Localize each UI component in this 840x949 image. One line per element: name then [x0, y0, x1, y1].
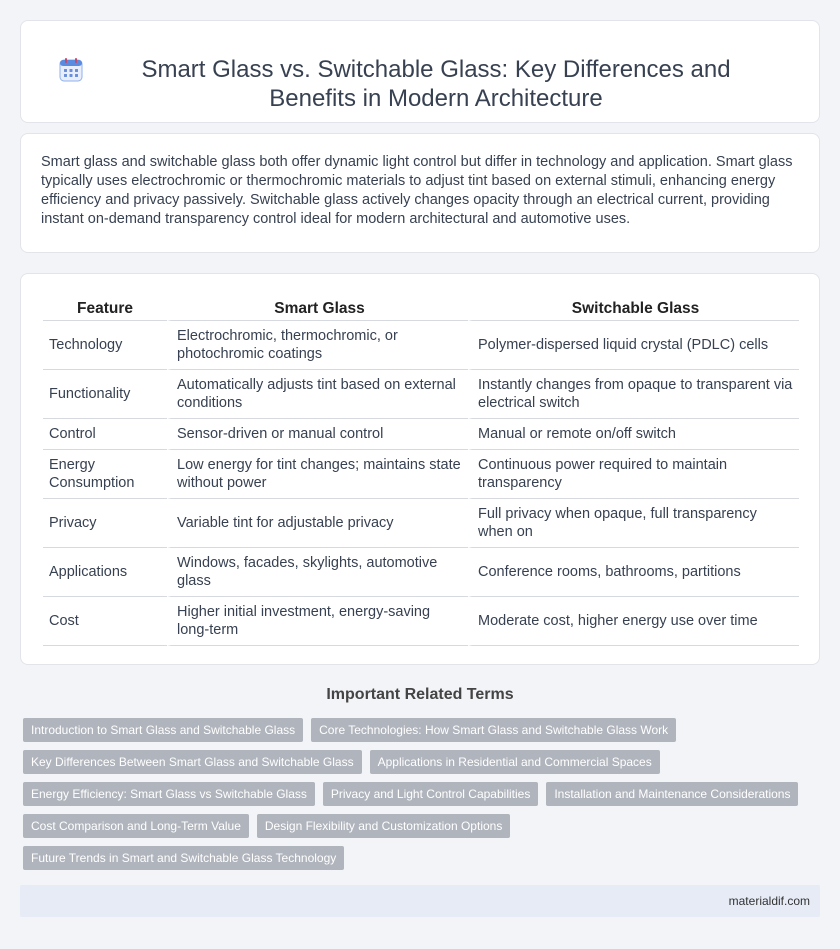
table-cell: Control [43, 419, 167, 450]
table-cell: Higher initial investment, energy-saving long-term [167, 597, 468, 646]
related-term-tag[interactable]: Introduction to Smart Glass and Switchable Glass [23, 718, 303, 742]
table-cell: Continuous power required to maintain transparency [468, 450, 799, 499]
tag-row [23, 782, 823, 806]
table-header-row [43, 295, 799, 321]
table-row [43, 499, 799, 548]
footer-site[interactable]: materialdif.com [728, 894, 810, 908]
table-cell: Electrochromic, thermochromic, or photochromic coatings [167, 321, 468, 370]
table-cell: Instantly changes from opaque to transparent via electrical switch [468, 370, 799, 419]
table-header-switchable-glass: Switchable Glass [468, 295, 799, 321]
table-row [43, 548, 799, 597]
related-term-tag[interactable]: Applications in Residential and Commercial Spaces [370, 750, 660, 774]
related-term-tag[interactable]: Key Differences Between Smart Glass and Switchable Glass [23, 750, 362, 774]
table-cell: Functionality [43, 370, 167, 419]
table-cell: Polymer-dispersed liquid crystal (PDLC) cells [468, 321, 799, 370]
table-header-feature: Feature [43, 295, 167, 321]
summary-card [20, 133, 820, 253]
calendar-icon [58, 57, 84, 83]
footer [20, 885, 820, 917]
related-term-tag[interactable]: Core Technologies: How Smart Glass and Switchable Glass Work [311, 718, 676, 742]
related-term-tag[interactable]: Future Trends in Smart and Switchable Glass Technology [23, 846, 344, 870]
table-cell: Low energy for tint changes; maintains state without power [167, 450, 468, 499]
summary-text: Smart glass and switchable glass both offer dynamic light control but differ in technology and application. Smart glass typically uses electrochromic or thermochromic materials to adjust tint based on external stimuli, enhancing energy efficiency and privacy passively. Switchable glass actively changes opacity through an electrical current, providing instant on-demand transparency control ideal for modern architectural and automotive uses. [41, 154, 793, 227]
title-card [20, 20, 820, 123]
related-term-tag[interactable]: Design Flexibility and Customization Options [257, 814, 510, 838]
tag-row [23, 750, 823, 774]
related-term-tag[interactable]: Cost Comparison and Long-Term Value [23, 814, 249, 838]
table-cell: Privacy [43, 499, 167, 548]
related-term-tag[interactable]: Privacy and Light Control Capabilities [323, 782, 538, 806]
table-row [43, 597, 799, 646]
table-header-smart-glass: Smart Glass [167, 295, 468, 321]
table-cell: Moderate cost, higher energy use over time [468, 597, 799, 646]
table-row [43, 370, 799, 419]
tag-row [23, 718, 823, 742]
table-cell: Windows, facades, skylights, automotive glass [167, 548, 468, 597]
tag-row [23, 846, 823, 870]
table-row [43, 419, 799, 450]
page-title: Smart Glass vs. Switchable Glass: Key Differences and Benefits in Modern Architecture [141, 56, 731, 112]
table-row [43, 321, 799, 370]
table-cell: Sensor-driven or manual control [167, 419, 468, 450]
table-cell: Energy Consumption [43, 450, 167, 499]
comparison-table-card [20, 273, 820, 665]
table-cell: Applications [43, 548, 167, 597]
related-term-tag[interactable]: Installation and Maintenance Considerations [546, 782, 798, 806]
table-cell: Technology [43, 321, 167, 370]
table-row [43, 450, 799, 499]
table-cell: Cost [43, 597, 167, 646]
title-wrap [50, 30, 790, 113]
table-cell: Full privacy when opaque, full transparency when on [468, 499, 799, 548]
table-cell: Conference rooms, bathrooms, partitions [468, 548, 799, 597]
table-cell: Variable tint for adjustable privacy [167, 499, 468, 548]
related-terms-list [23, 718, 823, 878]
comparison-table [43, 295, 799, 646]
table-cell: Automatically adjusts tint based on external conditions [167, 370, 468, 419]
related-term-tag[interactable]: Energy Efficiency: Smart Glass vs Switchable Glass [23, 782, 315, 806]
table-cell: Manual or remote on/off switch [468, 419, 799, 450]
tag-row [23, 814, 823, 838]
related-terms-title: Important Related Terms [326, 686, 514, 703]
